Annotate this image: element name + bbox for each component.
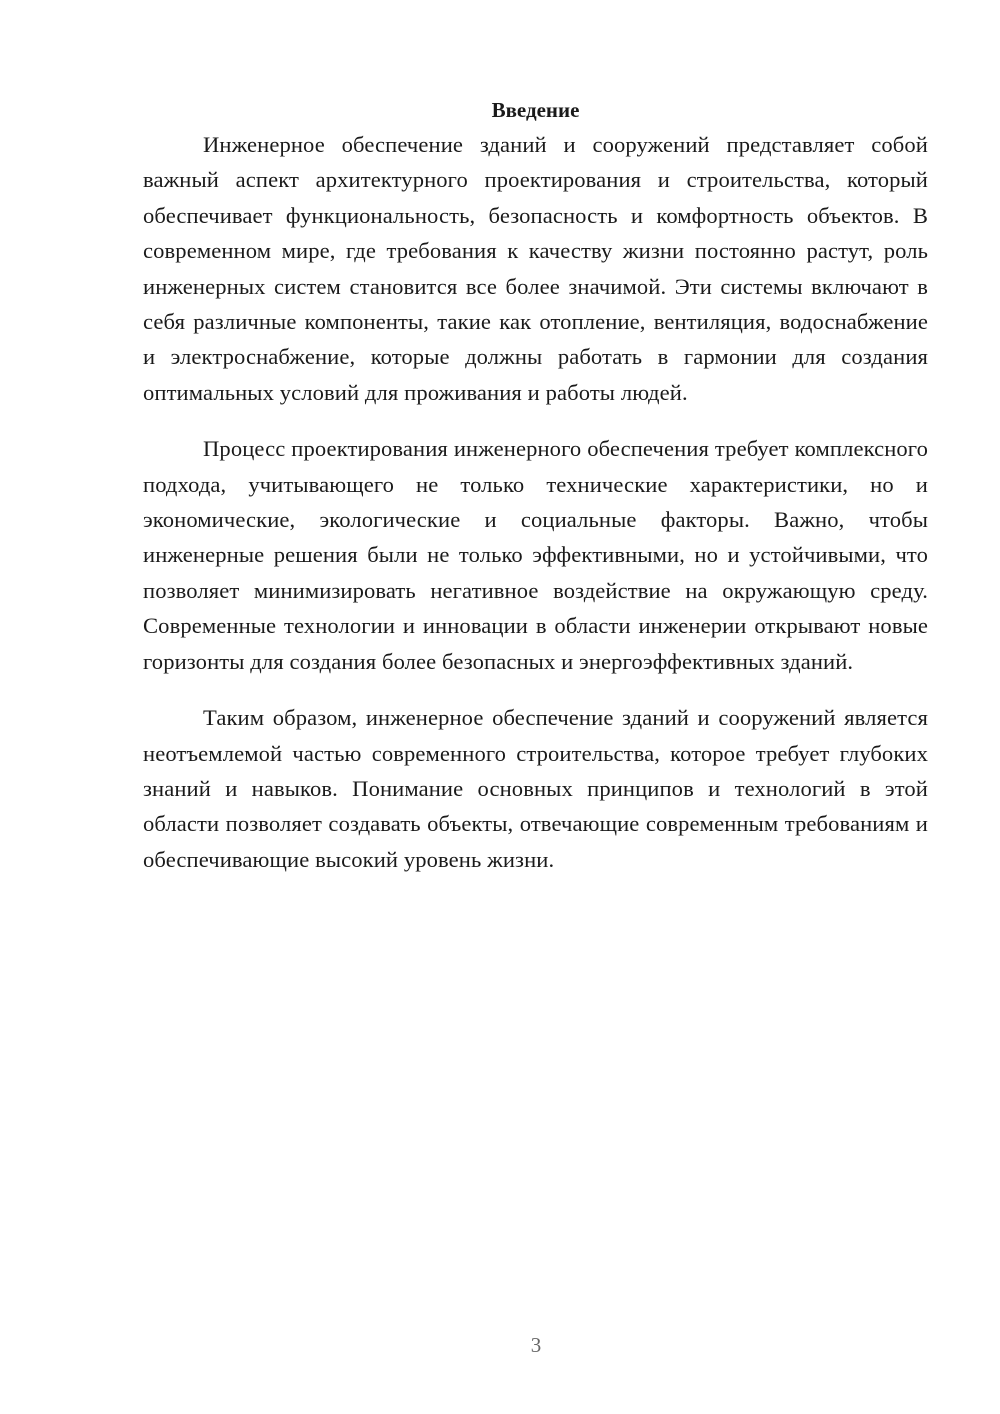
page-number: 3 xyxy=(530,1333,542,1357)
paragraph: Таким образом, инженерное обеспечение зданий и сооружений является неотъемлемой частью современного строительства, которое требует глубоких знаний и навыков. Понимание основных принципов и технологий в этой области позволяет создавать объекты, отвечающие современным требованиям и обеспечивающие высокий уровень жизни. xyxy=(143,705,928,872)
section-heading xyxy=(143,96,928,127)
paragraph: Инженерное обеспечение зданий и сооружений представляет собой важный аспект архитектурного проектирования и строительства, который обеспечивает функциональность, безопасность и комфортность объектов. В современном мире, где требования к качеству жизни постоянно растут, роль инженерных систем становится все более значимой. Эти системы включают в себя различные компоненты, такие как отопление, вентиляция, водоснабжение и электроснабжение, которые должны работать в гармонии для создания оптимальных условий для проживания и работы людей. xyxy=(143,132,928,405)
section-heading-text: Введение xyxy=(491,98,580,122)
page-content xyxy=(143,96,928,877)
paragraph: Процесс проектирования инженерного обеспечения требует комплексного подхода, учитывающего не только технические характеристики, но и экономические, экологические и социальные факторы. Важно, чтобы инженерные решения были не только эффективными, но и устойчивыми, что позволяет минимизировать негативное воздействие на окружающую среду. Современные технологии и инновации в области инженерии открывают новые горизонты для создания более безопасных и энергоэффективных зданий. xyxy=(143,436,928,674)
